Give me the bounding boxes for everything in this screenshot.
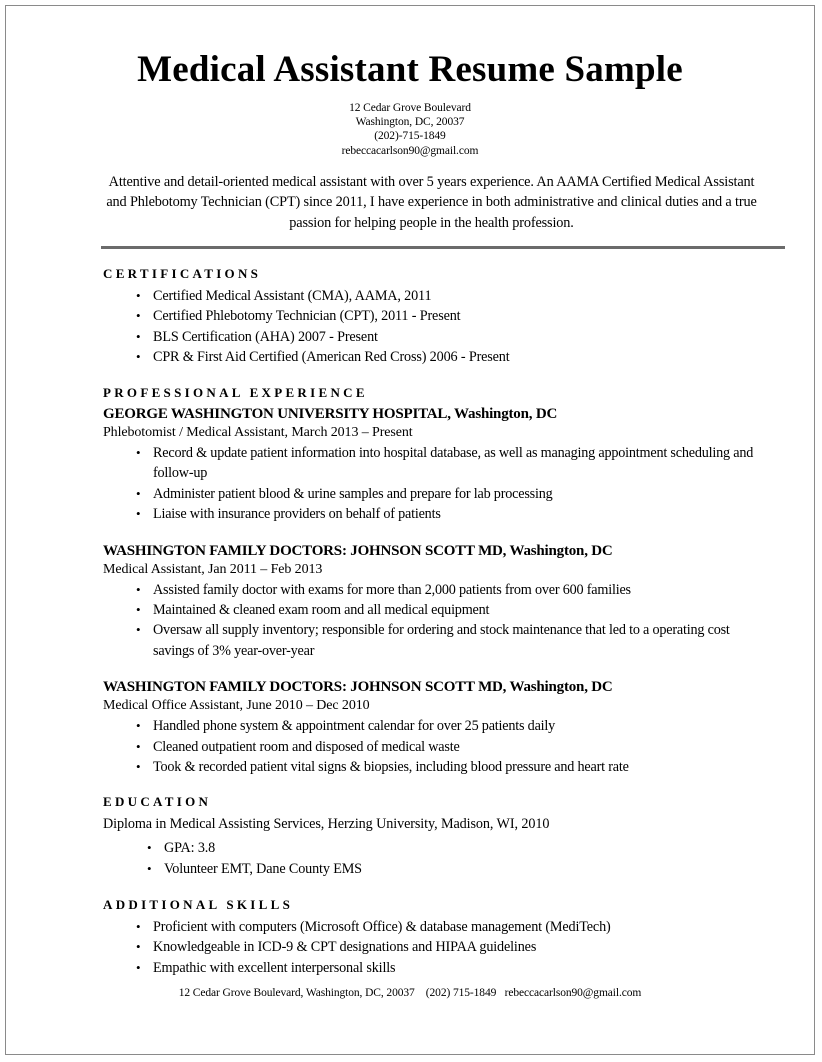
section-heading-education: EDUCATION xyxy=(103,794,212,810)
list-item: • Cleaned outpatient room and disposed of medical waste xyxy=(153,737,762,757)
page-title: Medical Assistant Resume Sample xyxy=(137,49,683,90)
footer-address: 12 Cedar Grove Boulevard, Washington, DC, 20037 xyxy=(178,987,415,999)
list-item: • GPA: 3.8 xyxy=(164,838,754,859)
footer-email: rebeccacarlson90@gmail.com xyxy=(504,987,642,999)
section-certifications xyxy=(6,266,814,368)
section-heading-skills: ADDITIONAL SKILLS xyxy=(103,896,294,912)
education-list xyxy=(6,838,814,879)
summary-paragraph: Attentive and detail-oriented medical assistant with over 5 years experience. An AAMA Certified Medical Assistant and Phlebotomy Technician (CPT) since 2011, I have experience in both administrative and clinical duties and a true passion for helping people in the health profession. xyxy=(106,173,757,231)
list-item: • Record & update patient information into hospital database, as well as managing appointment scheduling and follow-up xyxy=(153,443,762,484)
list-item: • Maintained & cleaned exam room and all medical equipment xyxy=(153,600,762,620)
list-item: • Certified Medical Assistant (CMA), AAMA, 2011 xyxy=(153,286,754,307)
list-item: • Administer patient blood & urine samples and prepare for lab processing xyxy=(153,484,762,504)
contact-street: 12 Cedar Grove Boulevard xyxy=(349,102,471,114)
list-item: • Took & recorded patient vital signs & biopsies, including blood pressure and heart rate xyxy=(153,757,762,777)
job-bullets xyxy=(6,580,814,662)
contact-city-state-zip: Washington, DC, 20037 xyxy=(355,116,465,129)
list-item: • Certified Phlebotomy Technician (CPT), 2011 - Present xyxy=(153,306,754,327)
section-professional-experience xyxy=(6,385,814,777)
resume-page xyxy=(5,5,815,1055)
list-item: • Assisted family doctor with exams for more than 2,000 patients from over 600 families xyxy=(153,580,762,600)
job-company: WASHINGTON FAMILY DOCTORS: JOHNSON SCOTT MD, Washington, DC xyxy=(103,679,613,696)
list-item: • Empathic with excellent interpersonal skills xyxy=(153,958,754,979)
section-heading-certifications: CERTIFICATIONS xyxy=(103,265,262,281)
footer-gap-2 xyxy=(496,987,504,999)
header-divider xyxy=(101,246,785,249)
experience-entry xyxy=(6,678,814,777)
list-item: • BLS Certification (AHA) 2007 - Present xyxy=(153,327,754,348)
experience-entry xyxy=(6,405,814,525)
contact-phone: (202)-715-1849 xyxy=(374,130,446,143)
job-role: Medical Office Assistant, June 2010 – Dec 2010 xyxy=(103,698,370,714)
job-bullets xyxy=(6,443,814,525)
list-item: • Liaise with insurance providers on behalf of patients xyxy=(153,504,762,524)
contact-email: rebeccacarlson90@gmail.com xyxy=(341,144,479,157)
section-education xyxy=(6,794,814,879)
education-degree: Diploma in Medical Assisting Services, Herzing University, Madison, WI, 2010 xyxy=(103,816,550,833)
job-role: Medical Assistant, Jan 2011 – Feb 2013 xyxy=(103,561,323,577)
list-item: • Knowledgeable in ICD-9 & CPT designations and HIPAA guidelines xyxy=(153,937,754,958)
footer-gap-1 xyxy=(415,987,426,999)
list-item: • Volunteer EMT, Dane County EMS xyxy=(164,859,754,880)
footer-phone: (202) 715-1849 xyxy=(425,987,497,999)
section-additional-skills xyxy=(6,897,814,979)
list-item: • Proficient with computers (Microsoft Office) & database management (MediTech) xyxy=(153,917,754,938)
list-item: • Oversaw all supply inventory; responsible for ordering and stock maintenance that led to a operating cost savings of 3% year-over-year xyxy=(153,620,762,661)
job-role: Phlebotomist / Medical Assistant, March 2013 – Present xyxy=(103,424,413,440)
list-item: • Handled phone system & appointment calendar for over 25 patients daily xyxy=(153,716,762,736)
experience-entry xyxy=(6,542,814,662)
contact-header xyxy=(6,101,814,158)
job-company: GEORGE WASHINGTON UNIVERSITY HOSPITAL, Washington, DC xyxy=(103,405,558,422)
job-bullets xyxy=(6,716,814,777)
job-company: WASHINGTON FAMILY DOCTORS: JOHNSON SCOTT MD, Washington, DC xyxy=(103,542,613,559)
certifications-list xyxy=(6,286,814,368)
skills-list xyxy=(6,917,814,979)
list-item: • CPR & First Aid Certified (American Red Cross) 2006 - Present xyxy=(153,347,754,368)
resume-document xyxy=(6,6,814,1054)
section-heading-experience: PROFESSIONAL EXPERIENCE xyxy=(103,384,368,400)
page-footer xyxy=(6,986,814,1000)
